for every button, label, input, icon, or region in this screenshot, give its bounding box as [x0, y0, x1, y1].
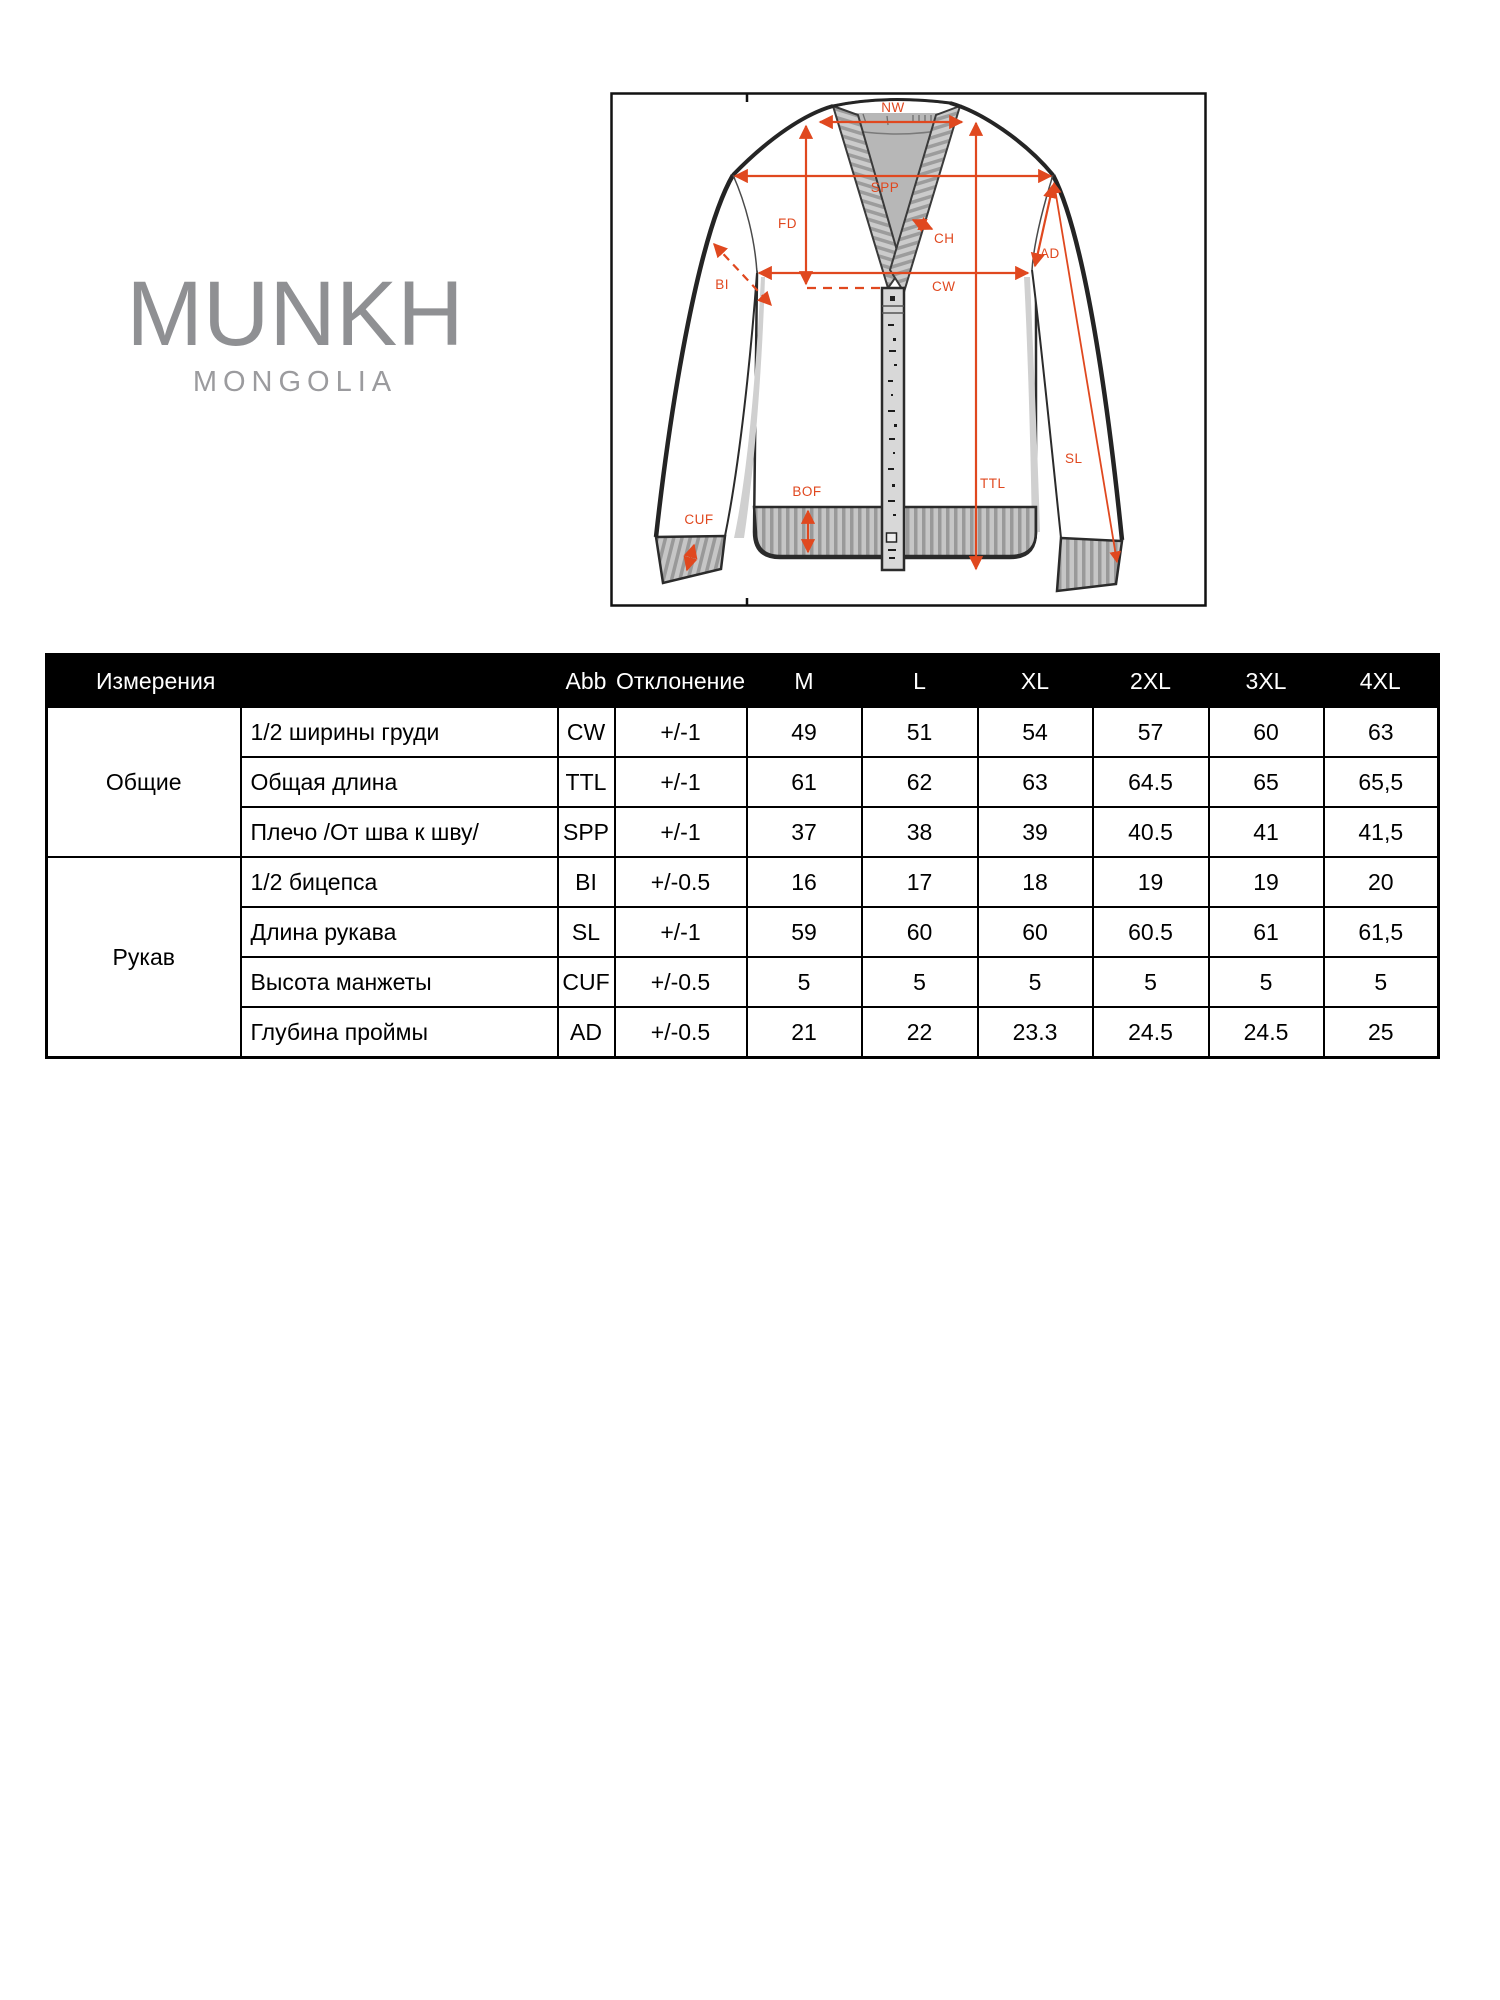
measure-name-cell: 1/2 бицепса [241, 857, 558, 907]
size-value-cell: 61,5 [1324, 907, 1439, 957]
size-value-cell: 59 [747, 907, 862, 957]
size-value-cell: 25 [1324, 1007, 1439, 1058]
size-table [45, 653, 1440, 1059]
size-value-cell: 40.5 [1093, 807, 1209, 857]
group-cell-general: Общие [47, 707, 241, 857]
size-value-cell: 23.3 [978, 1007, 1093, 1058]
deviation-cell: +/-1 [615, 707, 747, 757]
sl-label: SL [1065, 451, 1083, 466]
size-value-cell: 19 [1093, 857, 1209, 907]
size-value-cell: 60 [978, 907, 1093, 957]
abb-cell: AD [558, 1007, 615, 1058]
size-value-cell: 41 [1209, 807, 1324, 857]
size-value-cell: 5 [1209, 957, 1324, 1007]
size-value-cell: 24.5 [1093, 1007, 1209, 1058]
size-value-cell: 60 [862, 907, 978, 957]
measure-name-cell: Плечо /От шва к шву/ [241, 807, 558, 857]
table-header-row [47, 655, 1439, 708]
deviation-cell: +/-1 [615, 807, 747, 857]
bi-label: BI [715, 277, 729, 292]
spp-label: SPP [870, 180, 900, 195]
table-row [47, 1007, 1439, 1058]
measure-name-cell: Длина рукава [241, 907, 558, 957]
table-row [47, 707, 1439, 757]
size-value-cell: 18 [978, 857, 1093, 907]
header-deviation: Отклонение [615, 655, 747, 708]
button-placket [882, 288, 904, 570]
table-row [47, 907, 1439, 957]
measure-name-cell: Глубина проймы [241, 1007, 558, 1058]
cuf-label: CUF [684, 512, 714, 527]
table-row [47, 957, 1439, 1007]
size-value-cell: 60 [1209, 707, 1324, 757]
abb-cell: SPP [558, 807, 615, 857]
cardigan-diagram-svg [610, 92, 1207, 607]
size-value-cell: 5 [1324, 957, 1439, 1007]
deviation-cell: +/-1 [615, 757, 747, 807]
table-row [47, 757, 1439, 807]
size-value-cell: 39 [978, 807, 1093, 857]
garment-measurement-diagram [610, 92, 1207, 607]
measure-name-cell: Высота манжеты [241, 957, 558, 1007]
header-abb: Abb [558, 655, 615, 708]
group-cell-sleeve: Рукав [47, 857, 241, 1058]
ch-label: CH [934, 231, 955, 246]
header-size-l: L [862, 655, 978, 708]
deviation-cell: +/-0.5 [615, 857, 747, 907]
brand-name: MUNKH [126, 263, 464, 365]
size-table-container [45, 653, 1435, 1059]
abb-cell: TTL [558, 757, 615, 807]
size-value-cell: 5 [1093, 957, 1209, 1007]
brand-subtitle: MONGOLIA [192, 366, 398, 398]
measure-name-cell: 1/2 ширины груди [241, 707, 558, 757]
deviation-cell: +/-1 [615, 907, 747, 957]
header-size-xl: XL [978, 655, 1093, 708]
fd-label: FD [778, 216, 797, 231]
size-value-cell: 49 [747, 707, 862, 757]
abb-cell: CW [558, 707, 615, 757]
deviation-cell: +/-0.5 [615, 1007, 747, 1058]
size-value-cell: 24.5 [1209, 1007, 1324, 1058]
header-size-m: M [747, 655, 862, 708]
size-value-cell: 64.5 [1093, 757, 1209, 807]
table-row [47, 807, 1439, 857]
size-value-cell: 5 [978, 957, 1093, 1007]
size-value-cell: 60.5 [1093, 907, 1209, 957]
size-value-cell: 17 [862, 857, 978, 907]
size-value-cell: 65 [1209, 757, 1324, 807]
size-value-cell: 5 [747, 957, 862, 1007]
header-size-4xl: 4XL [1324, 655, 1439, 708]
size-value-cell: 65,5 [1324, 757, 1439, 807]
abb-cell: BI [558, 857, 615, 907]
abb-cell: CUF [558, 957, 615, 1007]
size-value-cell: 20 [1324, 857, 1439, 907]
size-value-cell: 63 [1324, 707, 1439, 757]
cw-label: CW [932, 279, 956, 294]
size-value-cell: 62 [862, 757, 978, 807]
deviation-cell: +/-0.5 [615, 957, 747, 1007]
size-value-cell: 38 [862, 807, 978, 857]
measure-name-cell: Общая длина [241, 757, 558, 807]
ad-label: AD [1040, 246, 1060, 261]
size-value-cell: 16 [747, 857, 862, 907]
brand-logo [125, 263, 465, 399]
size-value-cell: 5 [862, 957, 978, 1007]
size-value-cell: 22 [862, 1007, 978, 1058]
size-value-cell: 54 [978, 707, 1093, 757]
size-value-cell: 61 [1209, 907, 1324, 957]
ttl-label: TTL [980, 476, 1006, 491]
table-row [47, 857, 1439, 907]
size-value-cell: 37 [747, 807, 862, 857]
size-value-cell: 63 [978, 757, 1093, 807]
size-value-cell: 57 [1093, 707, 1209, 757]
header-size-2xl: 2XL [1093, 655, 1209, 708]
bof-label: BOF [792, 484, 822, 499]
size-value-cell: 61 [747, 757, 862, 807]
abb-cell: SL [558, 907, 615, 957]
size-value-cell: 19 [1209, 857, 1324, 907]
size-value-cell: 21 [747, 1007, 862, 1058]
right-cuff-rib [1057, 538, 1122, 591]
header-size-3xl: 3XL [1209, 655, 1324, 708]
bottom-button [887, 533, 897, 542]
size-value-cell: 51 [862, 707, 978, 757]
nw-label: NW [881, 100, 905, 115]
header-measure: Измерения [47, 655, 558, 708]
size-value-cell: 41,5 [1324, 807, 1439, 857]
